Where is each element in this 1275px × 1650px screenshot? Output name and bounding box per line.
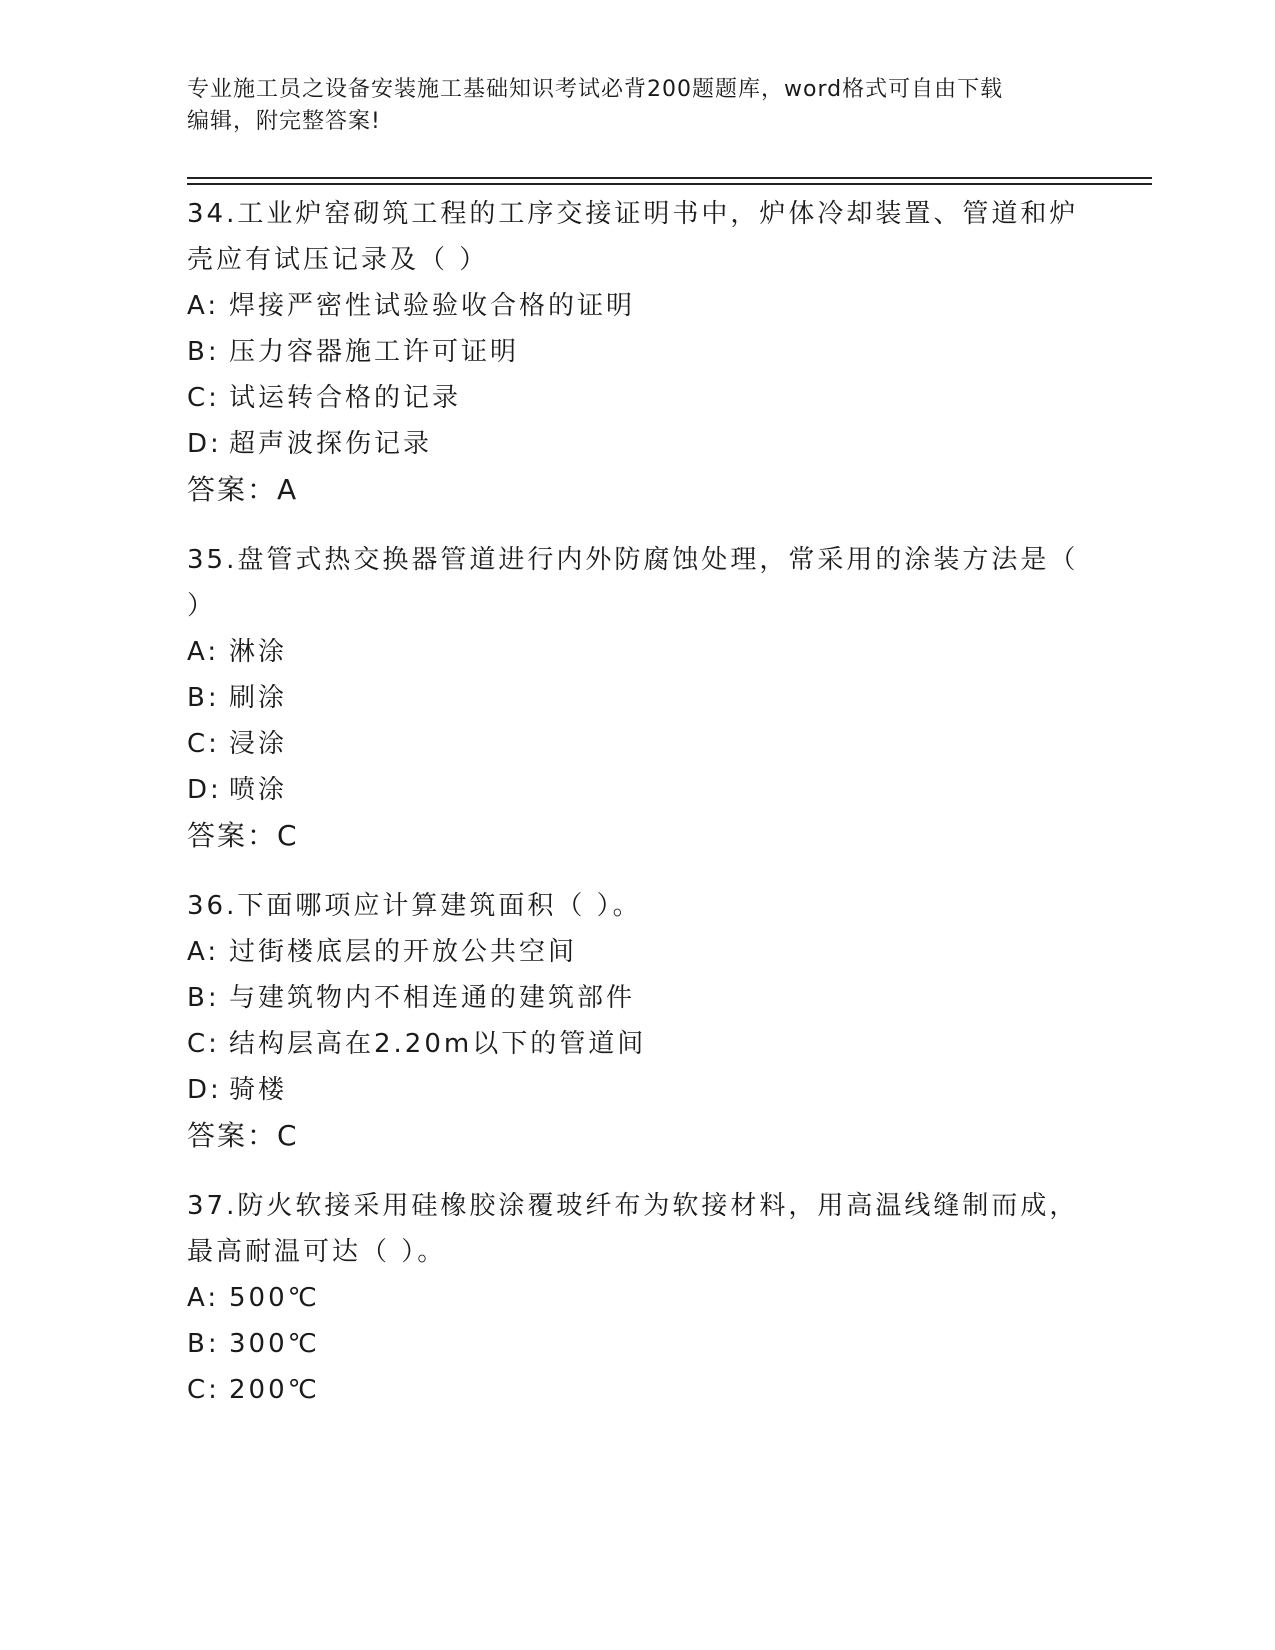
- option-b: [187, 329, 1087, 375]
- option-key: A:: [187, 291, 220, 321]
- question-35: [187, 537, 1087, 859]
- header-divider-bottom: [187, 183, 1152, 185]
- option-d: [187, 1067, 1087, 1113]
- option-c: [187, 1021, 1087, 1067]
- option-b: [187, 1321, 1087, 1367]
- option-b: [187, 975, 1087, 1021]
- option-text: 过街楼底层的开放公共空间: [229, 937, 578, 967]
- option-key: B:: [187, 1329, 220, 1359]
- question-stem: 36.下面哪项应计算建筑面积（ ）。: [187, 891, 642, 921]
- question-stem-continued: ）: [187, 591, 217, 621]
- option-text: 500℃: [229, 1283, 320, 1313]
- option-b: [187, 675, 1087, 721]
- option-d: [187, 421, 1087, 467]
- option-c: [187, 1367, 1087, 1413]
- option-key: A:: [187, 637, 220, 667]
- option-key: D:: [187, 775, 222, 805]
- option-text: 刷涂: [229, 683, 288, 713]
- option-key: D:: [187, 429, 222, 459]
- option-key: C:: [187, 1029, 220, 1059]
- option-c: [187, 375, 1087, 421]
- answer-line: 答案：C: [187, 1119, 299, 1152]
- option-c: [187, 721, 1087, 767]
- option-key: B:: [187, 983, 220, 1013]
- option-a: [187, 1275, 1087, 1321]
- option-text: 压力容器施工许可证明: [229, 337, 520, 367]
- header-divider-top: [187, 177, 1152, 179]
- question-stem: 37.防火软接采用硅橡胶涂覆玻纤布为软接材料，用高温线缝制而成，: [187, 1191, 1079, 1221]
- option-text: 200℃: [229, 1375, 320, 1405]
- header-title-line-1: 专业施工员之设备安装施工基础知识考试必背200题题库，word格式可自由下载: [187, 77, 1004, 102]
- option-d: [187, 767, 1087, 813]
- question-stem-continued: 壳应有试压记录及（ ）: [187, 245, 489, 275]
- question-stem-continued: 最高耐温可达（ ）。: [187, 1237, 447, 1267]
- option-a: [187, 283, 1087, 329]
- option-key: C:: [187, 729, 220, 759]
- question-37: [187, 1183, 1087, 1413]
- answer-line: 答案：A: [187, 473, 299, 506]
- option-text: 超声波探伤记录: [229, 429, 433, 459]
- option-key: B:: [187, 683, 220, 713]
- option-text: 与建筑物内不相连通的建筑部件: [229, 983, 636, 1013]
- option-text: 结构层高在2.20m以下的管道间: [229, 1029, 647, 1059]
- option-key: D:: [187, 1075, 222, 1105]
- option-key: A:: [187, 1283, 220, 1313]
- option-text: 试运转合格的记录: [229, 383, 462, 413]
- option-a: [187, 929, 1087, 975]
- option-key: C:: [187, 383, 220, 413]
- option-text: 淋涂: [229, 637, 288, 667]
- question-list: [187, 191, 1087, 1437]
- question-stem: 35.盘管式热交换器管道进行内外防腐蚀处理，常采用的涂装方法是（: [187, 545, 1079, 575]
- option-text: 300℃: [229, 1329, 320, 1359]
- header-title-line-2: 编辑，附完整答案!: [187, 109, 381, 134]
- option-text: 焊接严密性试验验收合格的证明: [229, 291, 636, 321]
- option-text: 喷涂: [229, 775, 288, 805]
- option-a: [187, 629, 1087, 675]
- option-text: 浸涂: [229, 729, 288, 759]
- document-header: [187, 74, 1067, 138]
- question-36: [187, 883, 1087, 1159]
- question-34: [187, 191, 1087, 513]
- option-key: A:: [187, 937, 220, 967]
- option-text: 骑楼: [229, 1075, 288, 1105]
- option-key: B:: [187, 337, 220, 367]
- question-stem: 34.工业炉窑砌筑工程的工序交接证明书中，炉体冷却装置、管道和炉: [187, 199, 1079, 229]
- answer-line: 答案：C: [187, 819, 299, 852]
- option-key: C:: [187, 1375, 220, 1405]
